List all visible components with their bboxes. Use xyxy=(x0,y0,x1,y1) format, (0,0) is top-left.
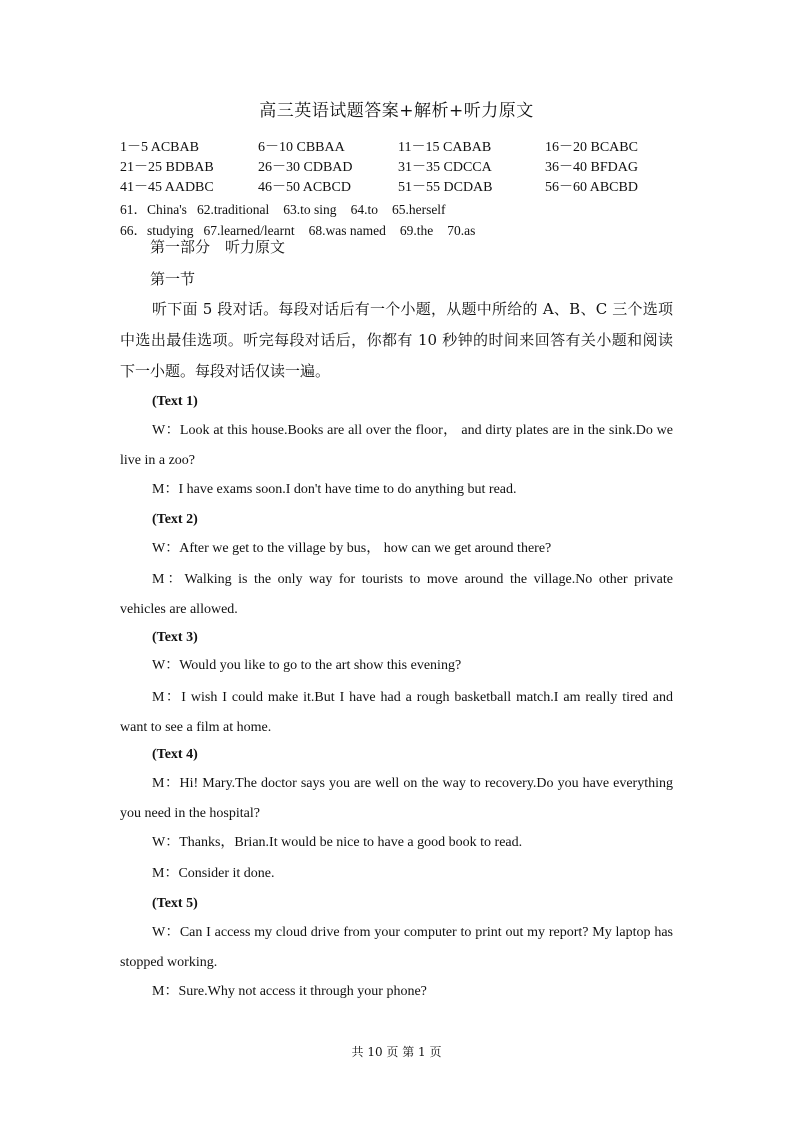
dialogue-line: W：Can I access my cloud drive from your computer to print out my report? My laptop has stopped working. xyxy=(120,925,673,970)
text-label: (Text 4) xyxy=(152,747,198,762)
answer-row-2 xyxy=(120,156,680,176)
answer-group: 46－50 ACBCD xyxy=(258,180,351,195)
answer-group: 6－10 CBBAA xyxy=(258,140,345,155)
fill-answer: 64.to xyxy=(350,202,378,217)
answer-group: 11－15 CABAB xyxy=(398,140,492,155)
dialogue-line: W：Look at this house.Books are all over the floor， and dirty plates are in the sink.Do we live in a zoo? xyxy=(120,423,673,468)
instructions-paragraph: 听下面 5 段对话。每段对话后有一个小题，从题中所给的 A、B、C 三个选项中选出最佳选项。听完每段对话后，你都有 10 秒钟的时间来回答有关小题和阅读下一小题。每段对话仅读一遍。 xyxy=(120,300,673,380)
answer-group: 1－5 ACBAB xyxy=(120,140,199,155)
text-label: (Text 5) xyxy=(152,896,198,911)
answer-group: 51－55 DCDAB xyxy=(398,180,493,195)
answer-group: 16－20 BCABC xyxy=(545,140,638,155)
answer-group: 31－35 CDCCA xyxy=(398,160,492,175)
document-title: 高三英语试题答案+解析+听力原文 xyxy=(259,101,534,121)
fill-answer: 66．studying xyxy=(120,223,194,238)
fill-answer: 65.herself xyxy=(391,202,446,217)
dialogue-line: W：After we get to the village by bus， how can we get around there? xyxy=(152,541,552,556)
dialogue-line: M：Walking is the only way for tourists to move around the village.No other private vehicles are allowed. xyxy=(120,572,673,617)
dialogue-line: M：Sure.Why not access it through your phone? xyxy=(152,984,427,999)
dialogue-line: W：Would you like to go to the art show this evening? xyxy=(152,658,462,673)
section-heading: 第一节 xyxy=(150,270,196,288)
fill-answer: 69.the xyxy=(399,223,434,238)
dialogue-line: W：Thanks，Brian.It would be nice to have a good book to read. xyxy=(152,835,523,850)
answer-group: 21－25 BDBAB xyxy=(120,160,214,175)
text-label: (Text 1) xyxy=(152,394,198,409)
answer-row-3 xyxy=(120,176,680,196)
page-footer: 共 10 页 第 1 页 xyxy=(351,1045,442,1059)
answer-row-1 xyxy=(120,136,680,156)
answer-group: 26－30 CDBAD xyxy=(258,160,353,175)
dialogue-line: M：I have exams soon.I don't have time to do anything but read. xyxy=(152,482,517,497)
dialogue-line: M：Hi! Mary.The doctor says you are well on the way to recovery.Do you have everything you need in the hospital? xyxy=(120,776,673,821)
part-heading: 第一部分 听力原文 xyxy=(150,238,286,256)
fill-answer: 70.as xyxy=(447,223,476,238)
answer-group: 36－40 BFDAG xyxy=(545,160,638,175)
dialogue-line: M：Consider it done. xyxy=(152,866,275,881)
fill-answer: 62.traditional xyxy=(196,202,270,217)
fill-answer: 61．China's xyxy=(120,202,187,217)
text-label: (Text 3) xyxy=(152,630,198,645)
dialogue-line: M：I wish I could make it.But I have had a rough basketball match.I am really tired and want to see a film at home. xyxy=(120,690,673,735)
fill-answer: 68.was named xyxy=(308,223,386,238)
fill-answer: 63.to sing xyxy=(283,202,337,217)
text-label: (Text 2) xyxy=(152,512,198,527)
answer-group: 41－45 AADBC xyxy=(120,180,214,195)
answer-group: 56－60 ABCBD xyxy=(545,180,638,195)
fill-answer: 67.learned/learnt xyxy=(203,223,295,238)
fill-answers-row-1 xyxy=(120,198,680,218)
